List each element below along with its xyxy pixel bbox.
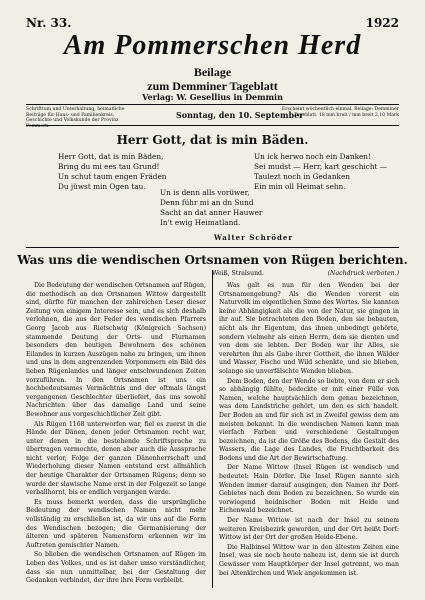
article-paragraph: Die Halbinsel Wittow war in den ältesten Zeiten eine Insel, was sie noch heute nahezu ist, denn sie ist durch Gewässer vom Hauptkörper der Insel getrennt, wo man bei Altenkirchen und Wiek angekommen ist.: [219, 543, 399, 577]
masthead-title: Am Pommerschen Herd: [63, 30, 362, 61]
article-paragraph: Als Rügen 1168 unterworfen war, fiel es zuerst in die Hände der Dänen, denen jeder Ortsnamen recht war, unter denen in die bestehende Schriftsprache zu übertragen vermochte, denen aber auch die Aussprache nicht verlor, Folge der ganzen Dänenherrschaft und Wiederholung dieser Namen entstand erst allmählich der heutige Charakter der Ortsnamen Rügens; denn so wurde der slawische Name erst in der Folgezeit so lange verballhornt, bis er endlich vergangen wurde.: [26, 420, 206, 497]
poem-line: Un ick herwo noch ein Danken!: [254, 152, 371, 161]
poem-author: Walter Schröder: [214, 233, 294, 242]
subtitle-line-2: zum Demminer Tageblatt: [147, 79, 278, 93]
info-bar: [26, 104, 399, 129]
article-paragraph: Der Name Wittow (Insel Rügen ist wendisch und bedeutet: Hain Dörfer. Die Insel Rügen nannte sich Wenden immer darauf ausgingen, den Namen ihr Dorf-Gebietes nach dem Boden zu bezeichnen. So wurde ein vorwiegend heidnischer Boden mit Heide und Eichenwald bezeichnet.: [219, 464, 399, 515]
subtitle: [0, 65, 425, 93]
issue-number: Nr. 33.: [26, 16, 72, 30]
poem-line: Bring du mi ees tau Grund!: [58, 162, 160, 171]
poem-line: Sacht an dat anner Hauwer: [160, 208, 263, 217]
column-divider: [212, 270, 213, 588]
poem-line: In't ewig Heimatland.: [160, 218, 241, 227]
article-paragraph: Was galt es nun für den Wenden bei der Ortsnamengebung? Als die Wenden vorerst ein Naturvolk im eigentlichen Sinne des Wortes. Sie kannten keine Abhängigkeit als die von der Natur, sie gingen in ihr auf. Sie betrachteten den Boden, den sie bebauten, nicht als ihr Eigentum, das ihnen unbedingt gehörte, sondern vielmehr als einen Herrn, dem sie dienten und von dem sie lebten. Der Boden war ihr Alles, sie verehrten ihn als Gabe ihrer Gottheit, die ihnen Wälder und Wasser, Fische und Wild schenkte, und sie blieben, solange sie unverfälschte Wenden blieben.: [219, 282, 399, 375]
poem-line: Herr Gott, dat is min Bäden,: [58, 152, 164, 161]
article-column-left: [26, 282, 206, 587]
article-headline: Was uns die wendischen Ortsnamen von Rügen berichten.: [17, 253, 408, 267]
article-author: Weiß, Stralsund.: [212, 270, 264, 277]
right-info: Erscheint wöchentlich einmal. Beilage: Demminer Tageblatt. 18 mm breit / mm breit 2,10 Mark: [281, 107, 399, 118]
poem-line: Sei mudst — Herr, kart geschicht —: [254, 162, 388, 171]
poem-title: Herr Gott, dat is min Bäden.: [116, 133, 309, 147]
article-paragraph: Es muss bemerkt werden, dass die ursprüngliche Bedeutung der wendischen Namen nicht mehr vollständig zu erschließen ist, da wir uns auf die Form des Wendischen bezogen; die Germanisierung der älteren und späteren Namensform erkennen wir im Auftreten gemischter Namen.: [26, 498, 206, 549]
article-paragraph: So blieben die wendischen Ortsnamen auf Rügen im Leben des Volkes, und es ist daher umso verständlicher, dass sie nun unmittelbar, bei der Gestaltung der Gedanken verbindet, der ihre ihre Form verbleibt.: [26, 551, 206, 585]
poem-line: Un is denn alls vorüwer,: [160, 188, 250, 197]
poem-line: Denn führ mi an dn Sund: [160, 198, 254, 207]
poem-line: Un schut taum engen Fräden: [58, 172, 167, 181]
publisher-line: Verlag: W. Gesellius in Demmin: [142, 92, 283, 102]
poem-stanza-right: [254, 152, 387, 192]
left-info: Schrifttum und Unterhaltung, heimatliche Beiträge für Haus- und Familienkreis, Geschichte und Volkskunde der Provinz Pommern.: [26, 107, 125, 129]
issue-year: 1922: [365, 16, 399, 30]
subtitle-line-1: Beilage: [193, 65, 232, 79]
poem-line: Taulezt noch in Gedanken: [254, 172, 350, 181]
article-column-right: [219, 282, 399, 579]
poem-line: Ein min oll Heimat sehn.: [254, 182, 346, 191]
article-paragraph: Der Name Wittow ist nach der Insel zu seinem weiteren Kreisbezirk geworden, und der Ort heißt Dorf: Wittow ist der Ort der großen Heide-Ebene.: [219, 517, 399, 542]
article-paragraph: Dem Boden, den der Wende so liebte, von dem er sich so abhängig fühlte, bedeckte er mit einer Fülle von Namen, welche hauptsächlich dem genau bezeichnen, was dem Landstriche gehört, um den es sich handelt. Der Boden an und für sich ist in Zweifel gewiss dem am meisten bekannt. In die wendischen Namen kann man vierfach Farben und verschiedene Gestaltungen bezeichnen, da ist die Größe des Bodens, die Gestalt des Wassers, die Lage des Landes, die Fruchtbarkeit des Bodens und die Art der Bewirtschaftung.: [219, 377, 399, 462]
poem-stanza-center: [160, 188, 262, 228]
top-line: [26, 10, 399, 30]
poem-line: Du jüwst min Ogen tau.: [58, 182, 146, 191]
issue-date: Sonntag, den 10. September: [176, 110, 304, 120]
reprint-note: (Nachdruck verboten.): [327, 270, 399, 277]
article-paragraph: Die Bedeutung der wendischen Ortsnamen auf Rügen, die methodisch an den Ortsnamen Wittow dargestellt sind, dürfte für manchen der zahlreichen Leser dieser Zeitung von einigem Interesse sein, und es sich deshalb verlohnen, die aus der Feder des wendischen Pfarrers Georg Jacob aus Rietschwig (Königreich Sachsen) stammende Deutung der Orts- und Flurnamen besonders den heutigen Bewohnern des schönen Eilandes in kurzen Auszügen nahe zu bringen, um ihnen und uns in dem angrenzenden Vorpommern ein Bild des lieben Rügenlandes und länger entschwundenen Zeiten vorzuführen. In den Ortsnamen ist uns ein hochbedeutsames Vermächtnis und der oftmals längst vergangenen Geschlechter überliefert, das uns sowohl Nachrichten über das damalige Land und seine Bewohner aus vorgeschichtlicher Zeit gibt.: [26, 282, 206, 418]
section-divider: [26, 247, 399, 248]
poem-stanza-left: [58, 152, 167, 192]
